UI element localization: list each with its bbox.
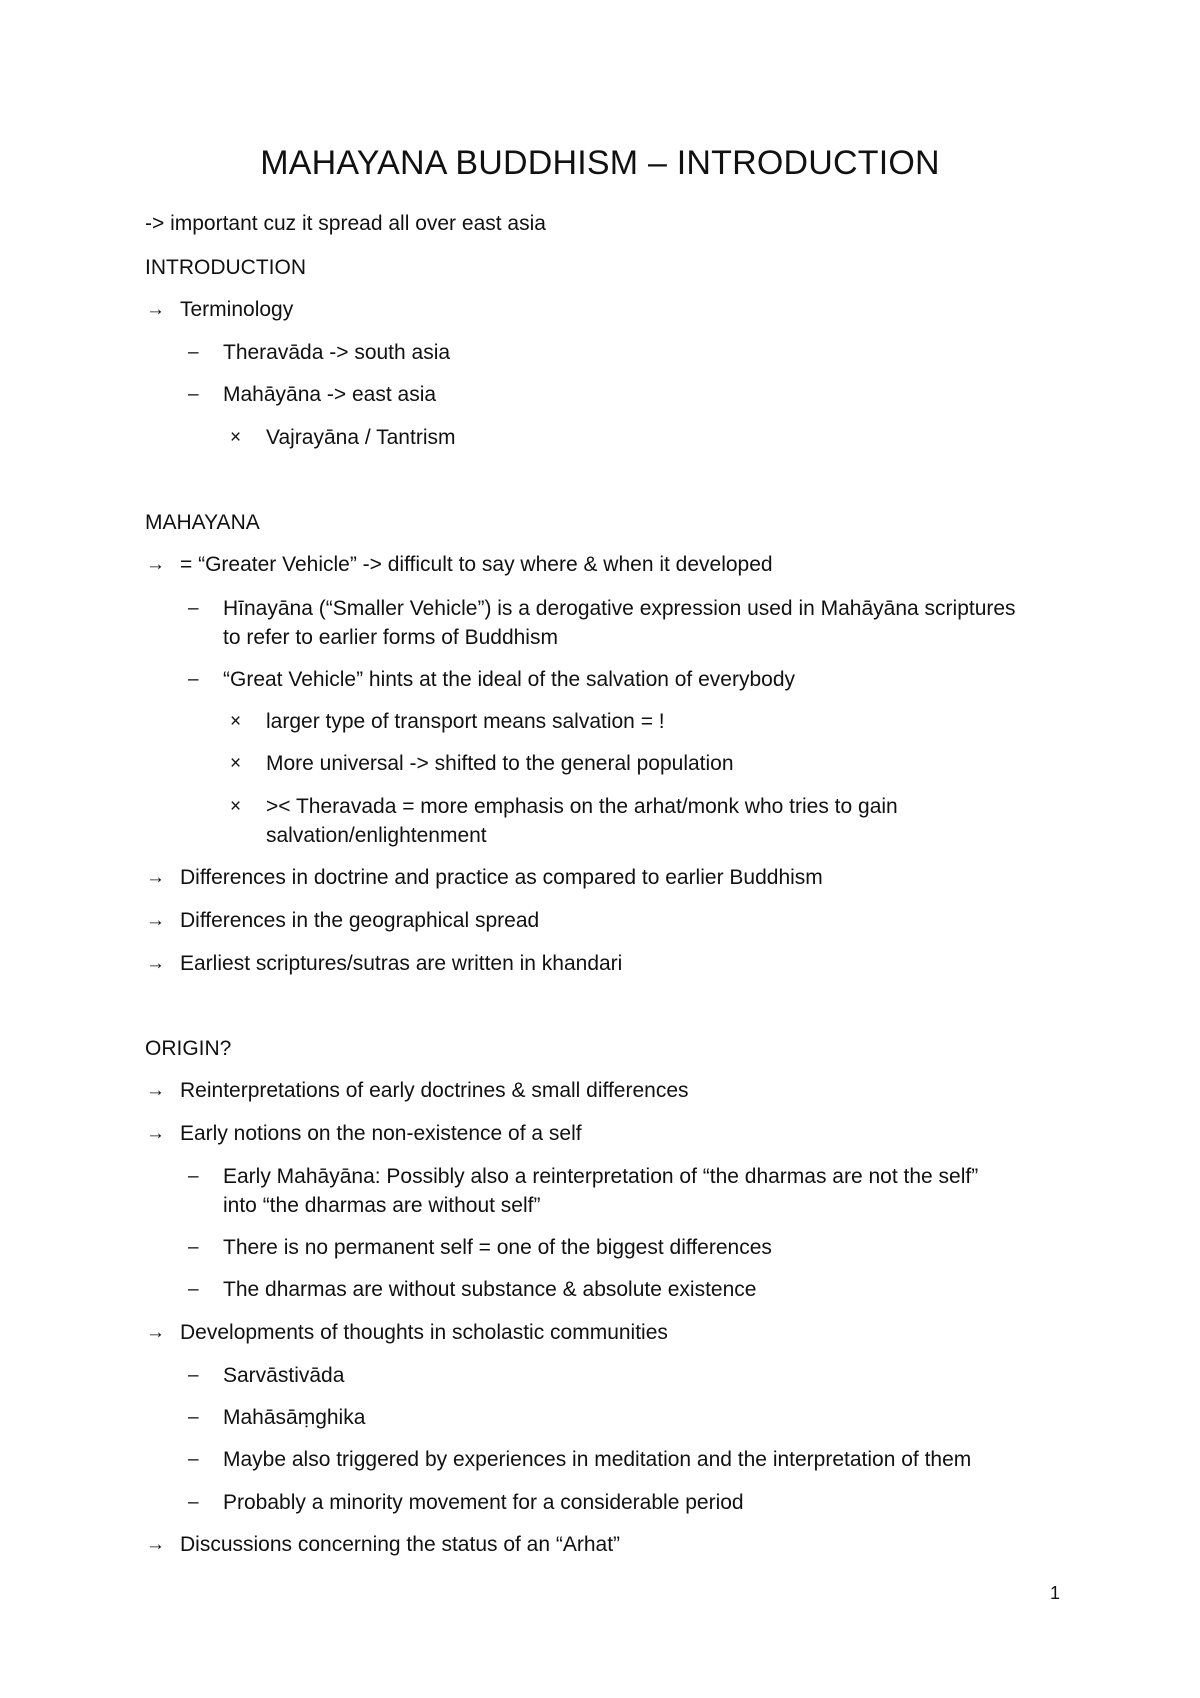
arrow-bullet-icon: → xyxy=(146,1322,165,1343)
arrow-bullet-icon: → xyxy=(146,554,165,575)
dash-bullet-icon: – xyxy=(188,1492,199,1513)
section-heading-origin: ORIGIN? xyxy=(145,1037,232,1060)
document-title: MAHAYANA BUDDHISM – INTRODUCTION xyxy=(260,144,940,182)
cross-bullet-icon: × xyxy=(230,796,242,817)
dash-bullet-icon: – xyxy=(188,1166,199,1187)
dash-bullet-icon: – xyxy=(188,1407,199,1428)
cross-bullet-icon: × xyxy=(230,427,242,448)
page-number: 1 xyxy=(1050,1583,1061,1603)
cross-bullet-icon: × xyxy=(230,753,242,774)
dash-bullet-icon: – xyxy=(188,1365,199,1386)
document-page: MAHAYANA BUDDHISM – INTRODUCTION -> important cuz it spread all over east asia INTRODUCTION → Terminology – Theravāda -> south asia – Mahāyāna -> east asia × Vajrayāna / Tantrism MAHAYANA → = “Greater Vehicle” -> difficult to say where & when it developed – Hīnayāna (“Smaller Vehicle”) is a derogative expression used in Mahāyāna scriptures to refer to earlier forms of Buddhism – “Great Vehicle” hints at the ideal of the salvation of everybody × larger type of transport means salvation = ! × More universal -> shifted to the general population × >< Theravada = more emphasis on the arhat/monk who tries to gain salvation/enlightenment → Differences in doctrine and practice as compared to earlier Buddhism → Differences in the geographical spread → Earliest scriptures/sutras are written in khandari ORIGIN? → Reinterpretations of early doctrines & small differences → Early notions on the non-existence of a self – Early Mahāyāna: Possibly also a reinterpretation of “the dharmas are not the self” into “the dharmas are without self” – There is no permanent self = one of the biggest differences – The dharmas are without substance & absolute existence → Developments of thoughts in scholastic communities – Sarvāstivāda – Mahāsāṃghika – Maybe also triggered by experiences in meditation and the interpretation of them – Probably a minority movement for a considerable period → Discussions concerning the status of an “Arhat” 1 xyxy=(0,0,1200,1698)
section-heading-mahayana: MAHAYANA xyxy=(145,511,260,534)
dash-bullet-icon: – xyxy=(188,342,199,363)
dash-bullet-icon: – xyxy=(188,384,199,405)
arrow-bullet-icon: → xyxy=(146,1123,165,1144)
arrow-bullet-icon: → xyxy=(146,953,165,974)
dash-bullet-icon: – xyxy=(188,669,199,690)
arrow-bullet-icon: → xyxy=(146,1534,165,1555)
dash-bullet-icon: – xyxy=(188,1449,199,1470)
section-heading-introduction: INTRODUCTION xyxy=(145,256,306,279)
cross-bullet-icon: × xyxy=(230,711,242,732)
arrow-bullet-icon: → xyxy=(146,910,165,931)
dash-bullet-icon: – xyxy=(188,598,199,619)
arrow-bullet-icon: → xyxy=(146,299,165,320)
arrow-bullet-icon: → xyxy=(146,1080,165,1101)
subtitle-note: -> important cuz it spread all over east asia xyxy=(145,212,546,235)
dash-bullet-icon: – xyxy=(188,1237,199,1258)
arrow-bullet-icon: → xyxy=(146,867,165,888)
dash-bullet-icon: – xyxy=(188,1279,199,1300)
